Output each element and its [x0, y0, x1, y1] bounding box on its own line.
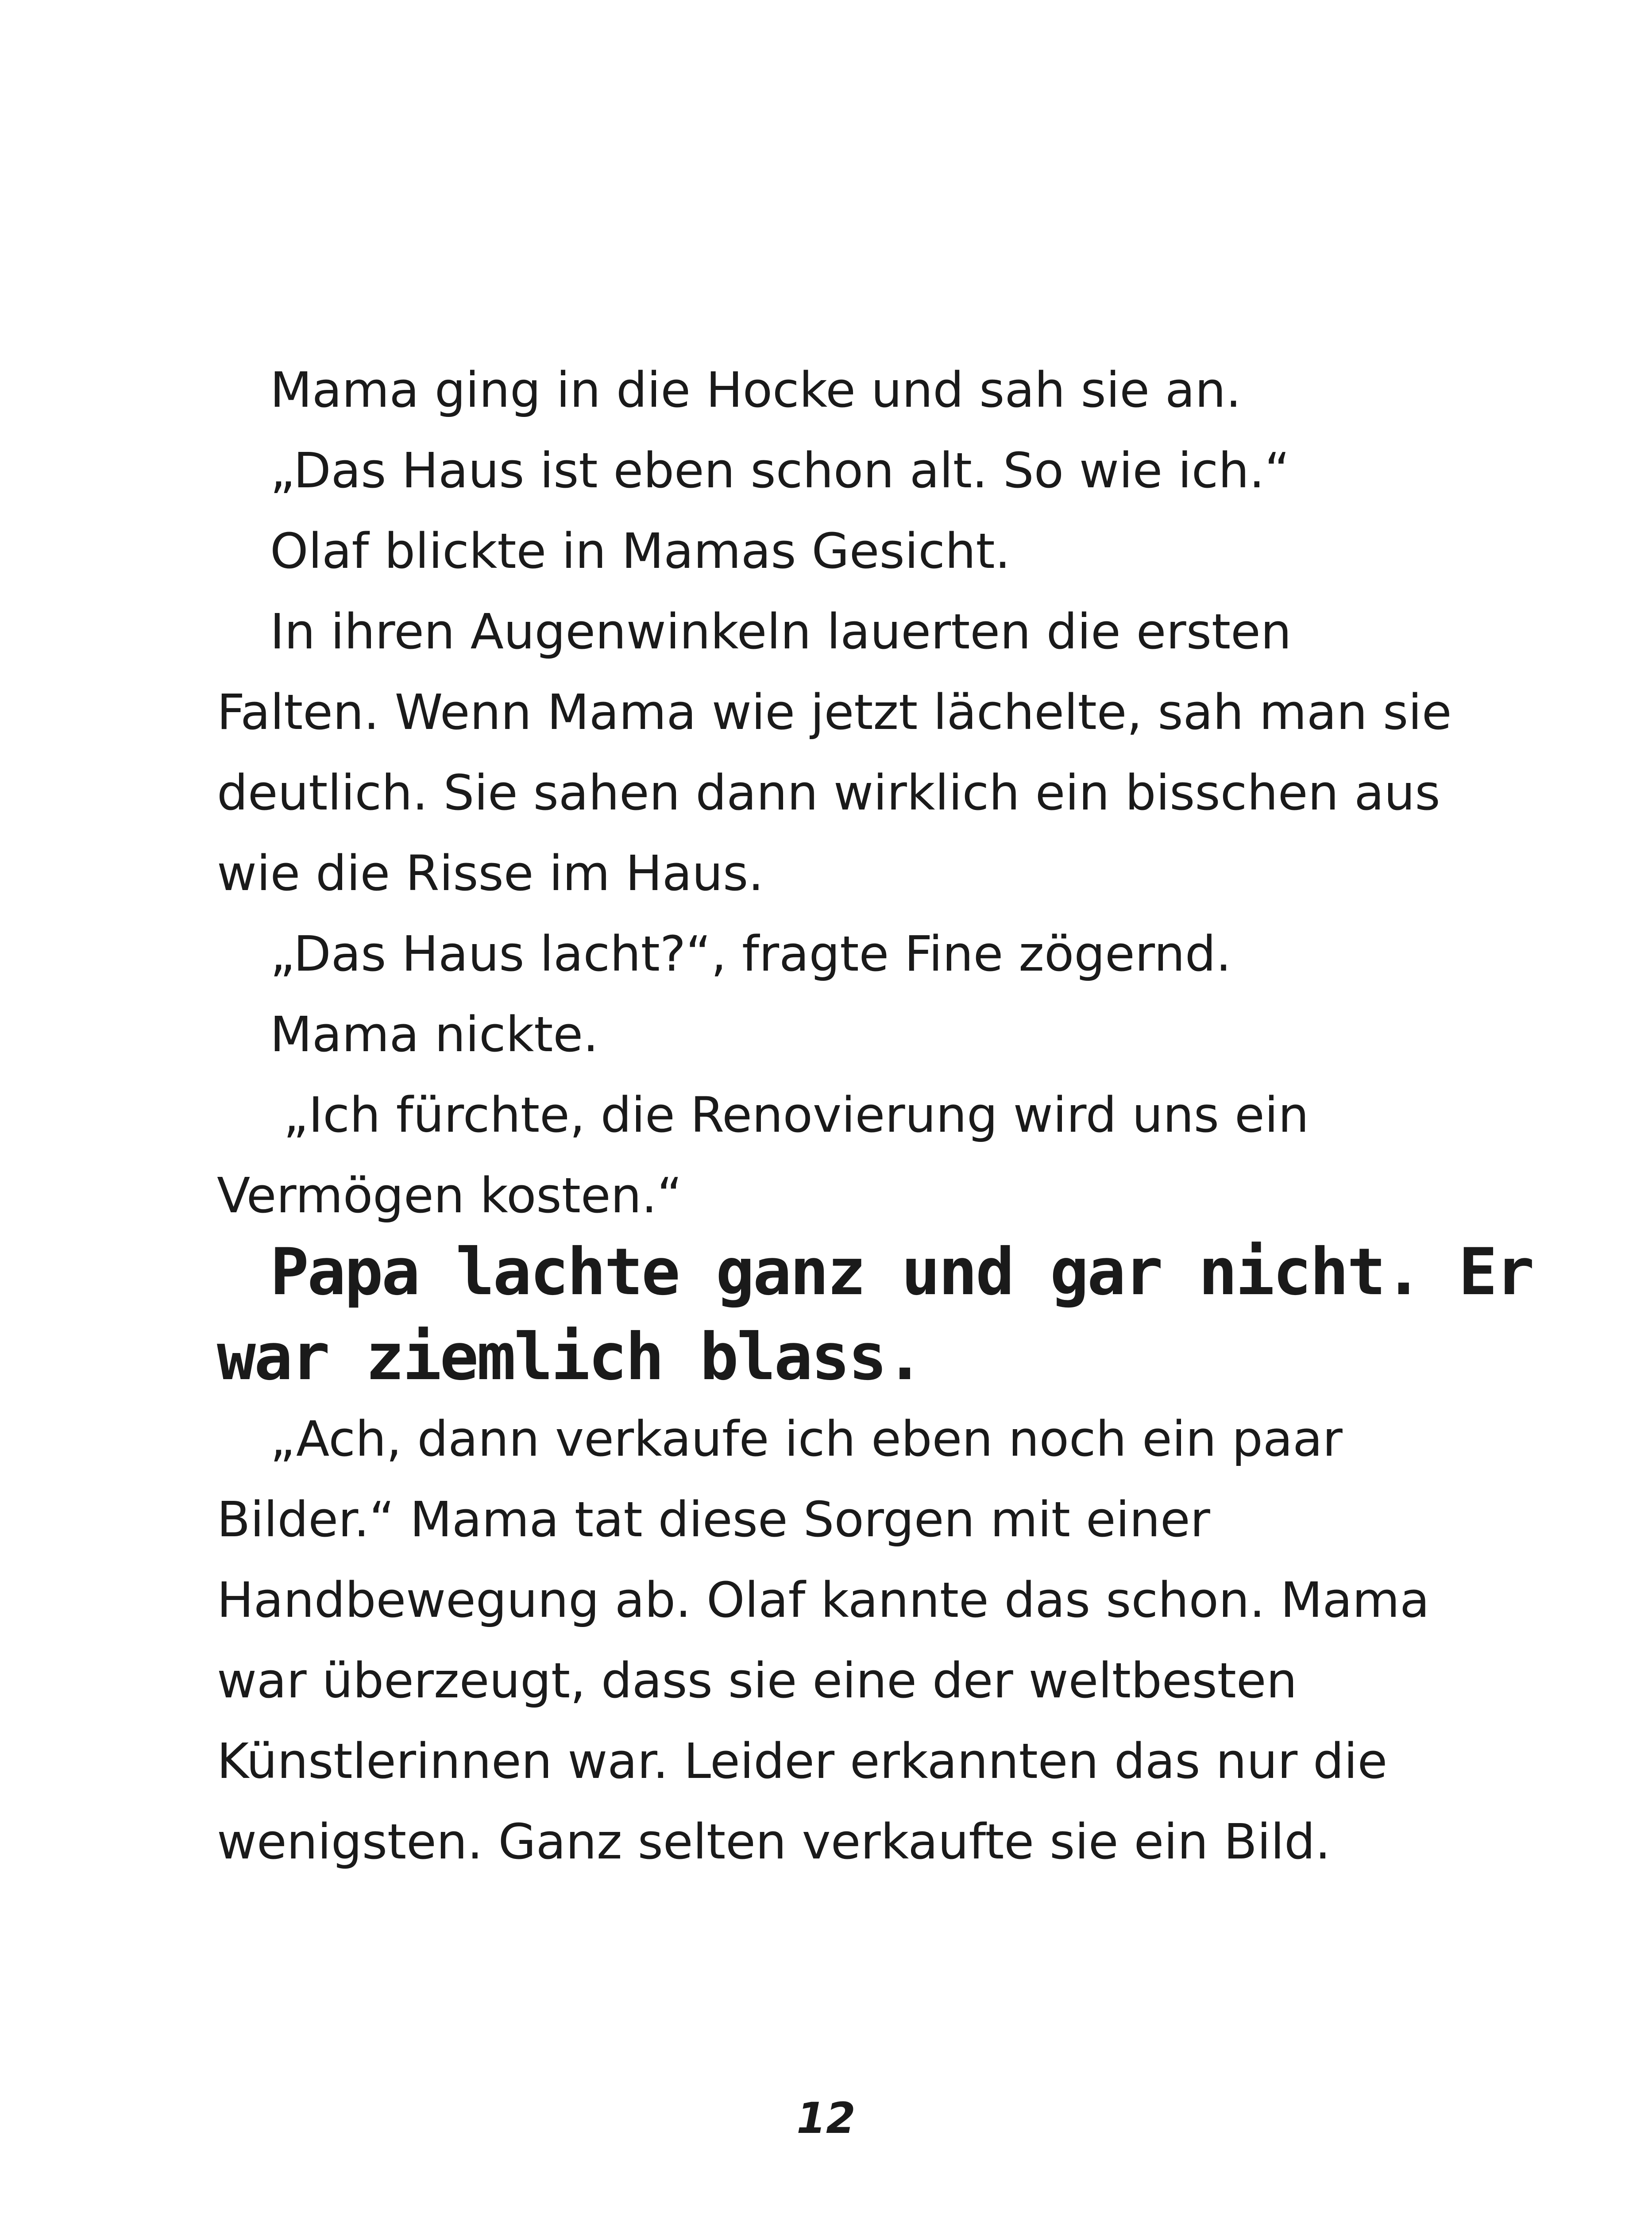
paragraph-block-1: [217, 350, 1456, 1236]
text-line: Olaf blickte in Mamas Gesicht.: [270, 523, 1011, 579]
paragraph-block-2: [217, 1399, 1456, 1882]
text-line: In ihren Augenwinkeln lauerten die ersten: [270, 603, 1292, 660]
text-line: Handbewegung ab. Olaf kannte das schon. Mama: [217, 1572, 1430, 1628]
text-line: war überzeugt, dass sie eine der weltbesten: [217, 1652, 1297, 1709]
text-line: Bilder.“ Mama tat diese Sorgen mit einer: [217, 1491, 1210, 1548]
text-line: deutlich. Sie sahen dann wirklich ein bisschen aus: [217, 764, 1440, 821]
text-line: „Ich fürchte, die Renovierung wird uns ein: [283, 1087, 1309, 1143]
text-line: Künstlerinnen war. Leider erkannten das nur die: [217, 1733, 1388, 1789]
highlight-line: Papa lachte ganz und gar nicht. Er: [270, 1234, 1533, 1310]
highlight-line: war ziemlich blass.: [217, 1319, 923, 1395]
page-number: 12: [796, 2093, 856, 2143]
text-line: Falten. Wenn Mama wie jetzt lächelte, sah man sie: [217, 684, 1452, 740]
text-line: „Ach, dann verkaufe ich eben noch ein paar: [270, 1411, 1343, 1467]
text-line: „Das Haus lacht?“, fragte Fine zögernd.: [270, 925, 1231, 982]
text-line: Mama nickte.: [270, 1006, 599, 1063]
text-line: wie die Risse im Haus.: [217, 845, 764, 902]
text-line: Mama ging in die Hocke und sah sie an.: [270, 362, 1242, 418]
text-line: „Das Haus ist eben schon alt. So wie ich.“: [270, 442, 1290, 499]
text-line: Vermögen kosten.“: [217, 1167, 683, 1224]
highlighted-sentence: [217, 1230, 1533, 1400]
text-line: wenigsten. Ganz selten verkaufte sie ein Bild.: [217, 1813, 1331, 1870]
